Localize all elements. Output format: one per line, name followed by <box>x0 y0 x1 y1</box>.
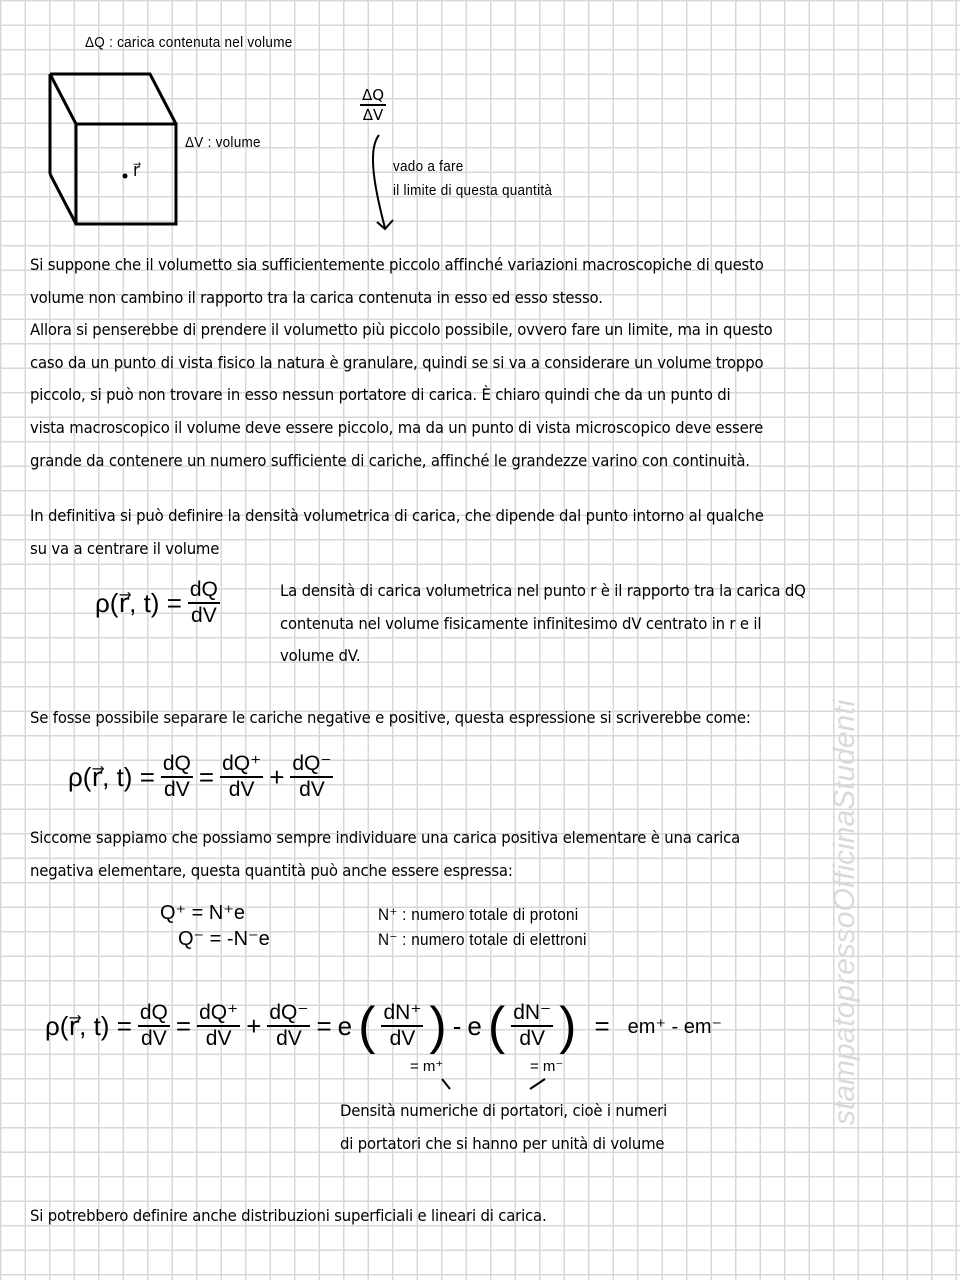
frac-den: dV <box>276 1027 302 1050</box>
frac-den: dV <box>389 1027 416 1050</box>
text-line: contenuta nel volume fisicamente infinitesimo dV centrato in r e il <box>280 613 762 633</box>
n-minus-note: N⁻ : numero totale di elettroni <box>378 930 587 949</box>
frac-num: dQ⁺ <box>220 752 263 778</box>
q-minus-text: Q⁻ = -N⁻e <box>178 928 270 950</box>
ratio-fraction <box>360 86 386 124</box>
formula-lhs: ρ(r⃗, t) = <box>45 1010 132 1041</box>
text-line: La densità di carica volumetrica nel punto r è il rapporto tra la carica dQ <box>280 581 806 600</box>
q-plus-text: Q⁺ = N⁺e <box>160 902 246 924</box>
text-line: piccolo, si può non trovare in esso nessun portatore di carica. È chiaro quindi che da un punto di <box>30 385 731 405</box>
charge-e: e <box>337 1010 353 1041</box>
frac-num: dN⁺ <box>381 1001 423 1027</box>
paragraph-separation: Se fosse possibile separare le cariche negative e positive, questa espressione si scriverebbe come: <box>30 708 751 727</box>
equals: = <box>594 1010 610 1041</box>
plus: + <box>269 761 285 792</box>
plus: + <box>246 1010 262 1041</box>
frac-den: dV <box>141 1027 167 1050</box>
frac-den: dV <box>205 1027 232 1050</box>
frac-den: dV <box>299 778 325 801</box>
n-plus-note: N⁺ : numero totale di protoni <box>378 905 579 924</box>
text-line: su va a centrare il volume <box>30 538 220 558</box>
watermark: stampatopressoOfficinaStudenti <box>828 699 861 1125</box>
equals: = <box>175 1010 192 1041</box>
pointer-strokes <box>430 1075 560 1095</box>
cube-drawing <box>40 66 190 236</box>
text-line: caso da un punto di vista fisico la natura è granulare, quindi se si va a considerare un volume troppo <box>30 352 764 372</box>
q-plus <box>160 900 245 925</box>
formula-density <box>95 578 220 628</box>
text-line: vista macroscopico il volume deve essere piccolo, ma da un punto di vista microscopico deve essere <box>30 417 764 437</box>
frac-den: dV <box>519 1027 546 1050</box>
minus: - <box>452 1010 462 1041</box>
formula-separated <box>68 752 333 802</box>
text-line: volume dV. <box>280 646 361 666</box>
formula-lhs: ρ(r⃗, t) = <box>95 587 182 618</box>
density-note <box>340 1095 960 1160</box>
m-plus-label: = m⁺ <box>410 1058 444 1075</box>
closing-text: Si potrebbero definire anche distribuzioni superficiali e lineari di carica. <box>30 1206 547 1225</box>
frac-num: dQ <box>188 578 220 604</box>
text-line: In definitiva si può definire la densità volumetrica di carica, che dipende dal punto intorno al qualche <box>30 506 764 525</box>
text-line: Densità numeriche di portatori, cioè i numeri <box>340 1101 668 1120</box>
ratio-den: ΔV <box>362 106 384 124</box>
charge-e: e <box>467 1010 482 1041</box>
frac-num: dQ <box>161 752 193 778</box>
frac-num: dQ⁻ <box>290 752 333 778</box>
formula-full: ρ(r⃗, t) = $\frac{dQ}{dV}$ = $\frac{dQ^+}{dV}$ + $\frac{dQ^-}{dV}$ = e ( $\frac{dN^+}{dV}$ ) - e ( $\frac{dN^-}{dV}$ ) = em⁺ - em⁻ <box>45 997 723 1055</box>
text-line: Allora si penserebbe di prendere il volumetto più piccolo possibile, ovvero fare un limite, ma in questo <box>30 320 773 340</box>
frac-den: dV <box>191 604 217 627</box>
text-line: Siccome sappiamo che possiamo sempre individuare una carica positiva elementare è una carica <box>30 828 741 847</box>
equals: = <box>316 1010 332 1041</box>
frac-den: dV <box>164 778 190 801</box>
dq-label: ΔQ : carica contenuta nel volume <box>85 34 293 51</box>
limit-note-1: vado a fare <box>393 158 464 175</box>
text-line: volume non cambino il rapporto tra la carica contenuta in esso ed esso stesso. <box>30 287 603 307</box>
text-line: Si suppone che il volumetto sia sufficientemente piccolo affinché variazioni macroscopiche di questo <box>30 255 764 274</box>
frac-num: dQ <box>138 1001 170 1027</box>
definition-text <box>280 575 960 673</box>
formula-lhs: ρ(r⃗, t) = <box>68 761 155 792</box>
frac-num: dQ⁻ <box>267 1001 310 1027</box>
dv-label: ΔV : volume <box>185 134 261 151</box>
formula-result: em⁺ - em⁻ <box>627 1015 723 1038</box>
frac-num: dQ⁺ <box>197 1001 240 1027</box>
frac-num: dN⁻ <box>511 1001 553 1027</box>
q-minus <box>178 926 270 951</box>
paragraph-intro <box>30 249 960 477</box>
equals: = <box>198 761 215 792</box>
frac-den: dV <box>228 778 255 801</box>
paragraph-definition <box>30 500 960 565</box>
limit-note-2: il limite di questa quantità <box>393 182 553 199</box>
paragraph-elementary <box>30 822 960 887</box>
ratio-num: ΔQ <box>362 86 385 104</box>
text-line: di portatori che si hanno per unità di volume <box>340 1133 665 1153</box>
text-line: negativa elementare, questa quantità può anche essere espressa: <box>30 860 513 880</box>
position-vector-label: r⃗ <box>133 160 140 180</box>
text-line: grande da contenere un numero sufficiente di cariche, affinché le grandezze varino con continuità. <box>30 450 750 470</box>
m-minus-label: = m⁻ <box>530 1058 564 1075</box>
